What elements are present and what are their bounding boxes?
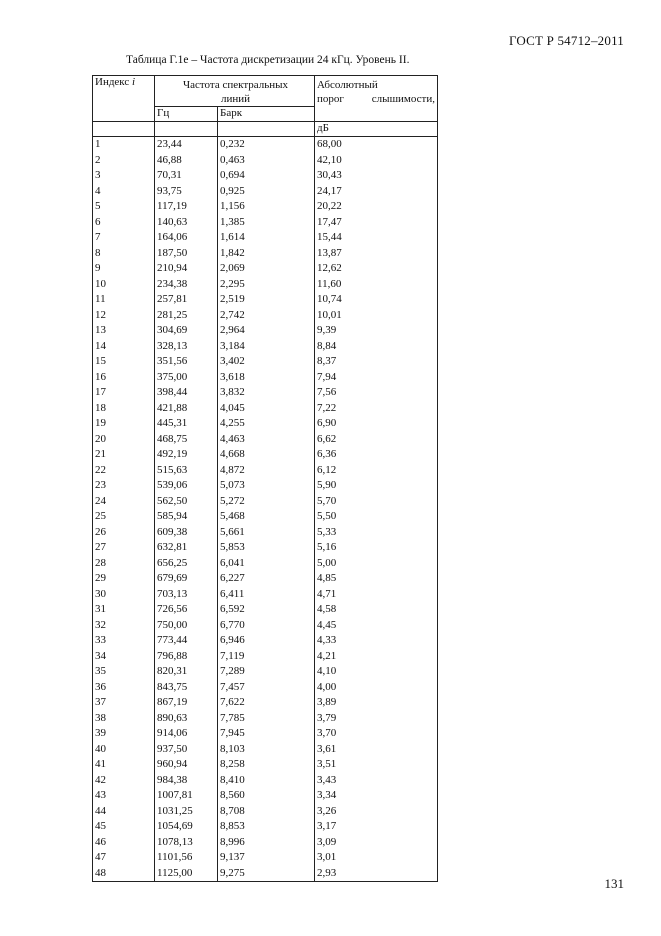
cell-index: 10 — [93, 277, 155, 293]
cell-hz: 1054,69 — [155, 819, 218, 835]
cell-index: 20 — [93, 432, 155, 448]
table-row — [93, 339, 438, 355]
cell-hz: 726,56 — [155, 602, 218, 618]
cell-index: 1 — [93, 137, 155, 153]
cell-threshold: 5,00 — [315, 556, 438, 572]
cell-index: 12 — [93, 308, 155, 324]
cell-hz: 937,50 — [155, 742, 218, 758]
cell-bark: 5,661 — [218, 525, 315, 541]
cell-bark: 7,289 — [218, 664, 315, 680]
cell-index: 29 — [93, 571, 155, 587]
cell-threshold: 4,21 — [315, 649, 438, 665]
cell-threshold: 3,43 — [315, 773, 438, 789]
table-body — [93, 137, 438, 882]
cell-bark: 2,742 — [218, 308, 315, 324]
cell-bark: 8,996 — [218, 835, 315, 851]
cell-bark: 5,073 — [218, 478, 315, 494]
cell-threshold: 4,10 — [315, 664, 438, 680]
header-threshold-unit: дБ — [315, 122, 438, 137]
cell-hz: 23,44 — [155, 137, 218, 153]
cell-bark: 8,853 — [218, 819, 315, 835]
table-row — [93, 726, 438, 742]
cell-index: 13 — [93, 323, 155, 339]
cell-bark: 1,842 — [218, 246, 315, 262]
cell-threshold: 6,36 — [315, 447, 438, 463]
table-row — [93, 184, 438, 200]
cell-index: 27 — [93, 540, 155, 556]
document-standard-header: ГОСТ Р 54712–2011 — [509, 33, 624, 48]
cell-index: 35 — [93, 664, 155, 680]
header-threshold-line2: порог слышимости, — [317, 93, 435, 105]
cell-index: 4 — [93, 184, 155, 200]
cell-threshold: 13,87 — [315, 246, 438, 262]
cell-index: 47 — [93, 850, 155, 866]
header-threshold-line1: Абсолютный — [317, 79, 378, 91]
cell-index: 19 — [93, 416, 155, 432]
cell-threshold: 7,94 — [315, 370, 438, 386]
header-frequency — [155, 76, 315, 107]
header-hz: Гц — [155, 107, 218, 122]
cell-index: 28 — [93, 556, 155, 572]
cell-hz: 539,06 — [155, 478, 218, 494]
cell-hz: 515,63 — [155, 463, 218, 479]
cell-bark: 8,708 — [218, 804, 315, 820]
cell-bark: 6,946 — [218, 633, 315, 649]
cell-index: 31 — [93, 602, 155, 618]
table-row — [93, 199, 438, 215]
cell-threshold: 8,37 — [315, 354, 438, 370]
cell-hz: 257,81 — [155, 292, 218, 308]
table-row — [93, 649, 438, 665]
cell-threshold: 8,84 — [315, 339, 438, 355]
cell-bark: 6,411 — [218, 587, 315, 603]
cell-threshold: 5,33 — [315, 525, 438, 541]
header-unit-hz-empty — [155, 122, 218, 137]
cell-hz: 609,38 — [155, 525, 218, 541]
cell-bark: 7,119 — [218, 649, 315, 665]
cell-index: 9 — [93, 261, 155, 277]
table-row — [93, 587, 438, 603]
cell-bark: 2,295 — [218, 277, 315, 293]
header-frequency-line2: линий — [220, 93, 251, 105]
cell-threshold: 42,10 — [315, 153, 438, 169]
table-row — [93, 308, 438, 324]
cell-bark: 0,463 — [218, 153, 315, 169]
cell-threshold: 10,01 — [315, 308, 438, 324]
table-row — [93, 633, 438, 649]
cell-threshold: 7,56 — [315, 385, 438, 401]
table-row — [93, 463, 438, 479]
cell-bark: 3,618 — [218, 370, 315, 386]
cell-threshold: 68,00 — [315, 137, 438, 153]
cell-hz: 914,06 — [155, 726, 218, 742]
cell-bark: 9,275 — [218, 866, 315, 882]
table-row — [93, 494, 438, 510]
cell-index: 2 — [93, 153, 155, 169]
cell-hz: 351,56 — [155, 354, 218, 370]
cell-hz: 585,94 — [155, 509, 218, 525]
cell-bark: 6,041 — [218, 556, 315, 572]
table-row — [93, 850, 438, 866]
cell-bark: 6,770 — [218, 618, 315, 634]
cell-index: 48 — [93, 866, 155, 882]
cell-hz: 117,19 — [155, 199, 218, 215]
cell-threshold: 4,45 — [315, 618, 438, 634]
cell-index: 23 — [93, 478, 155, 494]
table-row — [93, 168, 438, 184]
cell-bark: 7,785 — [218, 711, 315, 727]
cell-bark: 7,622 — [218, 695, 315, 711]
cell-index: 32 — [93, 618, 155, 634]
cell-hz: 773,44 — [155, 633, 218, 649]
cell-bark: 9,137 — [218, 850, 315, 866]
cell-hz: 70,31 — [155, 168, 218, 184]
cell-hz: 867,19 — [155, 695, 218, 711]
cell-bark: 4,045 — [218, 401, 315, 417]
cell-threshold: 4,00 — [315, 680, 438, 696]
cell-index: 36 — [93, 680, 155, 696]
header-unit-bark-empty — [218, 122, 315, 137]
cell-index: 17 — [93, 385, 155, 401]
cell-threshold: 30,43 — [315, 168, 438, 184]
cell-index: 21 — [93, 447, 155, 463]
table-row — [93, 835, 438, 851]
table-row — [93, 618, 438, 634]
cell-threshold: 3,70 — [315, 726, 438, 742]
table-row — [93, 711, 438, 727]
table-row — [93, 804, 438, 820]
cell-index: 40 — [93, 742, 155, 758]
cell-hz: 93,75 — [155, 184, 218, 200]
cell-index: 46 — [93, 835, 155, 851]
cell-bark: 0,232 — [218, 137, 315, 153]
cell-hz: 492,19 — [155, 447, 218, 463]
cell-index: 14 — [93, 339, 155, 355]
cell-index: 25 — [93, 509, 155, 525]
cell-bark: 3,832 — [218, 385, 315, 401]
cell-index: 15 — [93, 354, 155, 370]
table-row — [93, 416, 438, 432]
cell-threshold: 7,22 — [315, 401, 438, 417]
cell-index: 42 — [93, 773, 155, 789]
cell-bark: 4,668 — [218, 447, 315, 463]
cell-hz: 632,81 — [155, 540, 218, 556]
cell-bark: 4,872 — [218, 463, 315, 479]
cell-hz: 1031,25 — [155, 804, 218, 820]
table-row — [93, 788, 438, 804]
cell-index: 33 — [93, 633, 155, 649]
page-number: 131 — [604, 876, 624, 891]
cell-hz: 1007,81 — [155, 788, 218, 804]
cell-hz: 984,38 — [155, 773, 218, 789]
cell-bark: 0,925 — [218, 184, 315, 200]
cell-bark: 4,255 — [218, 416, 315, 432]
cell-threshold: 3,26 — [315, 804, 438, 820]
cell-hz: 820,31 — [155, 664, 218, 680]
cell-hz: 1078,13 — [155, 835, 218, 851]
cell-threshold: 3,01 — [315, 850, 438, 866]
cell-index: 3 — [93, 168, 155, 184]
cell-threshold: 4,58 — [315, 602, 438, 618]
cell-bark: 7,457 — [218, 680, 315, 696]
table-row — [93, 571, 438, 587]
cell-hz: 328,13 — [155, 339, 218, 355]
cell-threshold: 10,74 — [315, 292, 438, 308]
cell-bark: 3,184 — [218, 339, 315, 355]
cell-hz: 843,75 — [155, 680, 218, 696]
cell-hz: 468,75 — [155, 432, 218, 448]
cell-threshold: 5,16 — [315, 540, 438, 556]
table-row — [93, 509, 438, 525]
cell-hz: 421,88 — [155, 401, 218, 417]
table-row — [93, 385, 438, 401]
cell-threshold: 3,61 — [315, 742, 438, 758]
cell-bark: 1,385 — [218, 215, 315, 231]
cell-bark: 6,592 — [218, 602, 315, 618]
cell-hz: 140,63 — [155, 215, 218, 231]
cell-bark: 6,227 — [218, 571, 315, 587]
cell-index: 5 — [93, 199, 155, 215]
cell-index: 43 — [93, 788, 155, 804]
cell-hz: 46,88 — [155, 153, 218, 169]
cell-index: 38 — [93, 711, 155, 727]
cell-threshold: 5,70 — [315, 494, 438, 510]
cell-bark: 5,272 — [218, 494, 315, 510]
table-row — [93, 742, 438, 758]
table-row — [93, 478, 438, 494]
cell-bark: 8,103 — [218, 742, 315, 758]
cell-hz: 656,25 — [155, 556, 218, 572]
cell-bark: 3,402 — [218, 354, 315, 370]
cell-hz: 234,38 — [155, 277, 218, 293]
table-row — [93, 540, 438, 556]
table-row — [93, 153, 438, 169]
cell-threshold: 15,44 — [315, 230, 438, 246]
cell-threshold: 3,17 — [315, 819, 438, 835]
cell-bark: 7,945 — [218, 726, 315, 742]
table-row — [93, 370, 438, 386]
cell-threshold: 3,89 — [315, 695, 438, 711]
cell-bark: 8,560 — [218, 788, 315, 804]
cell-index: 7 — [93, 230, 155, 246]
cell-bark: 8,410 — [218, 773, 315, 789]
cell-threshold: 5,90 — [315, 478, 438, 494]
table-row — [93, 695, 438, 711]
table-row — [93, 866, 438, 882]
cell-bark: 1,614 — [218, 230, 315, 246]
cell-threshold: 3,51 — [315, 757, 438, 773]
cell-hz: 796,88 — [155, 649, 218, 665]
header-index-label: Индекс — [95, 76, 130, 88]
cell-hz: 679,69 — [155, 571, 218, 587]
cell-bark: 5,468 — [218, 509, 315, 525]
cell-index: 6 — [93, 215, 155, 231]
table-row — [93, 680, 438, 696]
table-row — [93, 525, 438, 541]
cell-threshold: 11,60 — [315, 277, 438, 293]
cell-threshold: 9,39 — [315, 323, 438, 339]
cell-threshold: 17,47 — [315, 215, 438, 231]
cell-hz: 750,00 — [155, 618, 218, 634]
table-row — [93, 819, 438, 835]
header-index-variable: i — [132, 76, 136, 88]
cell-hz: 562,50 — [155, 494, 218, 510]
cell-threshold: 6,90 — [315, 416, 438, 432]
table-row — [93, 354, 438, 370]
table-caption: Таблица Г.1е – Частота дискретизации 24 кГц. Уровень II. — [126, 54, 410, 66]
cell-threshold: 12,62 — [315, 261, 438, 277]
cell-bark: 1,156 — [218, 199, 315, 215]
cell-hz: 164,06 — [155, 230, 218, 246]
cell-bark: 2,069 — [218, 261, 315, 277]
cell-threshold: 24,17 — [315, 184, 438, 200]
cell-threshold: 20,22 — [315, 199, 438, 215]
cell-threshold: 5,50 — [315, 509, 438, 525]
cell-index: 30 — [93, 587, 155, 603]
cell-threshold: 4,33 — [315, 633, 438, 649]
cell-hz: 375,00 — [155, 370, 218, 386]
table-row — [93, 261, 438, 277]
cell-threshold: 6,12 — [315, 463, 438, 479]
table-row — [93, 447, 438, 463]
cell-threshold: 4,85 — [315, 571, 438, 587]
table-row — [93, 137, 438, 153]
cell-bark: 8,258 — [218, 757, 315, 773]
cell-threshold: 3,34 — [315, 788, 438, 804]
cell-index: 22 — [93, 463, 155, 479]
table-row — [93, 246, 438, 262]
cell-index: 11 — [93, 292, 155, 308]
header-bark: Барк — [218, 107, 315, 122]
table-row — [93, 432, 438, 448]
header-threshold — [315, 76, 438, 122]
cell-hz: 210,94 — [155, 261, 218, 277]
table-row — [93, 401, 438, 417]
table-row — [93, 556, 438, 572]
header-index — [93, 76, 155, 122]
cell-hz: 960,94 — [155, 757, 218, 773]
cell-index: 8 — [93, 246, 155, 262]
table-row — [93, 773, 438, 789]
cell-index: 44 — [93, 804, 155, 820]
cell-hz: 703,13 — [155, 587, 218, 603]
table-row — [93, 323, 438, 339]
cell-index: 24 — [93, 494, 155, 510]
cell-hz: 1101,56 — [155, 850, 218, 866]
cell-bark: 5,853 — [218, 540, 315, 556]
cell-threshold: 3,09 — [315, 835, 438, 851]
cell-threshold: 2,93 — [315, 866, 438, 882]
cell-index: 37 — [93, 695, 155, 711]
header-unit-index-empty — [93, 122, 155, 137]
cell-index: 41 — [93, 757, 155, 773]
cell-bark: 2,519 — [218, 292, 315, 308]
table-row — [93, 757, 438, 773]
cell-hz: 304,69 — [155, 323, 218, 339]
cell-threshold: 6,62 — [315, 432, 438, 448]
cell-hz: 890,63 — [155, 711, 218, 727]
frequency-threshold-table — [92, 75, 438, 882]
cell-hz: 281,25 — [155, 308, 218, 324]
cell-hz: 445,31 — [155, 416, 218, 432]
cell-index: 39 — [93, 726, 155, 742]
cell-threshold: 3,79 — [315, 711, 438, 727]
cell-bark: 0,694 — [218, 168, 315, 184]
cell-index: 45 — [93, 819, 155, 835]
table-row — [93, 292, 438, 308]
cell-hz: 398,44 — [155, 385, 218, 401]
table-row — [93, 602, 438, 618]
table-row — [93, 277, 438, 293]
cell-index: 16 — [93, 370, 155, 386]
cell-index: 26 — [93, 525, 155, 541]
cell-bark: 4,463 — [218, 432, 315, 448]
cell-bark: 2,964 — [218, 323, 315, 339]
cell-threshold: 4,71 — [315, 587, 438, 603]
cell-index: 34 — [93, 649, 155, 665]
cell-hz: 187,50 — [155, 246, 218, 262]
table-row — [93, 664, 438, 680]
table-row — [93, 215, 438, 231]
cell-index: 18 — [93, 401, 155, 417]
header-frequency-line1: Частота спектральных — [182, 79, 289, 91]
cell-hz: 1125,00 — [155, 866, 218, 882]
table-row — [93, 230, 438, 246]
